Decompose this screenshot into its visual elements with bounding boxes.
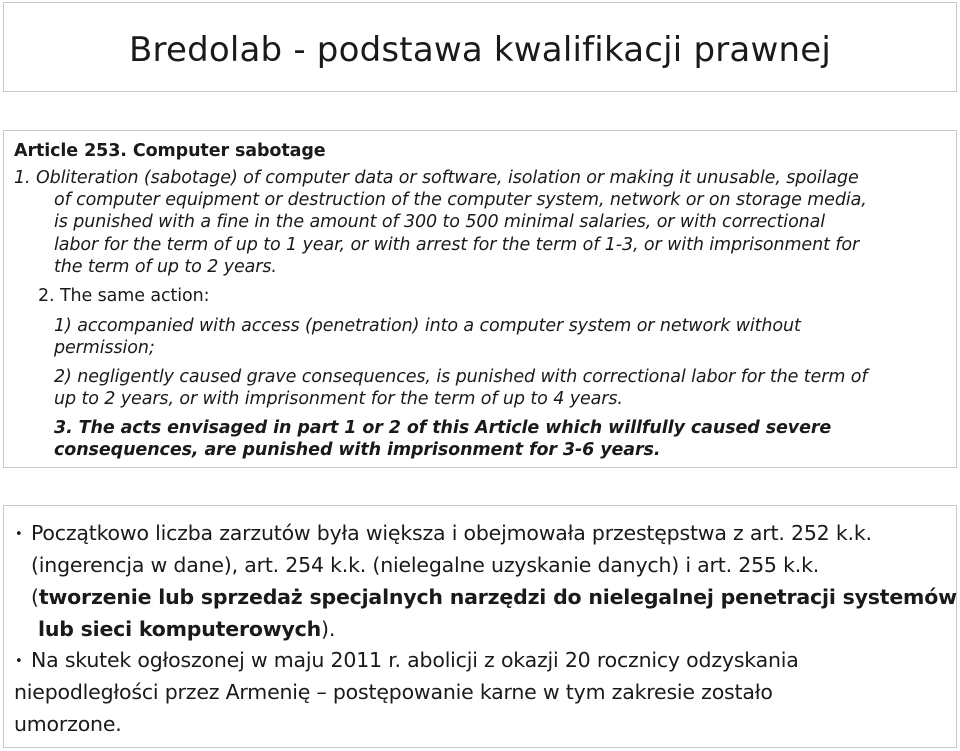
- article-p3-line: 3. The acts envisaged in part 1 or 2 of this Article which willfully caused severe: [54, 418, 832, 438]
- article-box: [3, 130, 957, 468]
- article-p2-item1-line: 1) accompanied with access (penetration) into a computer system or network without: [54, 316, 801, 336]
- summary-b1-line3: [31, 584, 957, 610]
- summary-b2-line3: umorzone.: [14, 712, 122, 736]
- summary-b1-line4: [38, 616, 335, 642]
- summary-b1-line1: Początkowo liczba zarzutów była większa i obejmowała przestępstwa z art. 252 k.k.: [31, 521, 872, 545]
- article-p1-line: labor for the term of up to 1 year, or with arrest for the term of 1-3, or with imprisonment for: [54, 235, 860, 255]
- article-p2-item2-line: 2) negligently caused grave consequences, is punished with correctional labor for the term of: [54, 367, 868, 387]
- article-p1-line: of computer equipment or destruction of the computer system, network or on storage media,: [54, 190, 867, 210]
- summary-b1-bold-text: tworzenie lub sprzedaż specjalnych narzędzi do nielegalnej penetracji systemów: [38, 585, 957, 609]
- slide-title: Bredolab - podstawa kwalifikacji prawnej: [129, 30, 831, 70]
- title-box: [3, 2, 957, 92]
- summary-b1-bold-text-cont: lub sieci komputerowych: [38, 617, 322, 641]
- article-p3-line: consequences, are punished with imprisonment for 3-6 years.: [54, 440, 661, 460]
- article-p1-line: 1. Obliteration (sabotage) of computer data or software, isolation or making it unusable, spoilage: [14, 168, 859, 188]
- summary-b2-line1: Na skutek ogłoszonej w maju 2011 r. abolicji z okazji 20 rocznicy odzyskania: [31, 648, 799, 672]
- article-heading: Article 253. Computer sabotage: [14, 141, 326, 161]
- summary-b1-line2: (ingerencja w dane), art. 254 k.k. (nielegalne uzyskanie danych) i art. 255 k.k.: [31, 553, 820, 577]
- bullet-icon: •: [15, 527, 23, 542]
- article-p1-line: the term of up to 2 years.: [54, 257, 277, 277]
- article-p2-intro: 2. The same action:: [38, 286, 210, 306]
- summary-b2-line2: niepodległości przez Armenię – postępowanie karne w tym zakresie zostało: [14, 680, 773, 704]
- paren-open: (: [31, 585, 39, 609]
- article-p2-item1-line: permission;: [54, 338, 155, 358]
- summary-box: [3, 505, 957, 748]
- bullet-icon: •: [15, 654, 23, 669]
- article-p1-line: is punished with a fine in the amount of 300 to 500 minimal salaries, or with correctional: [54, 212, 826, 232]
- paren-close: ).: [321, 617, 336, 641]
- article-p2-item2-line: up to 2 years, or with imprisonment for the term of up to 4 years.: [54, 389, 623, 409]
